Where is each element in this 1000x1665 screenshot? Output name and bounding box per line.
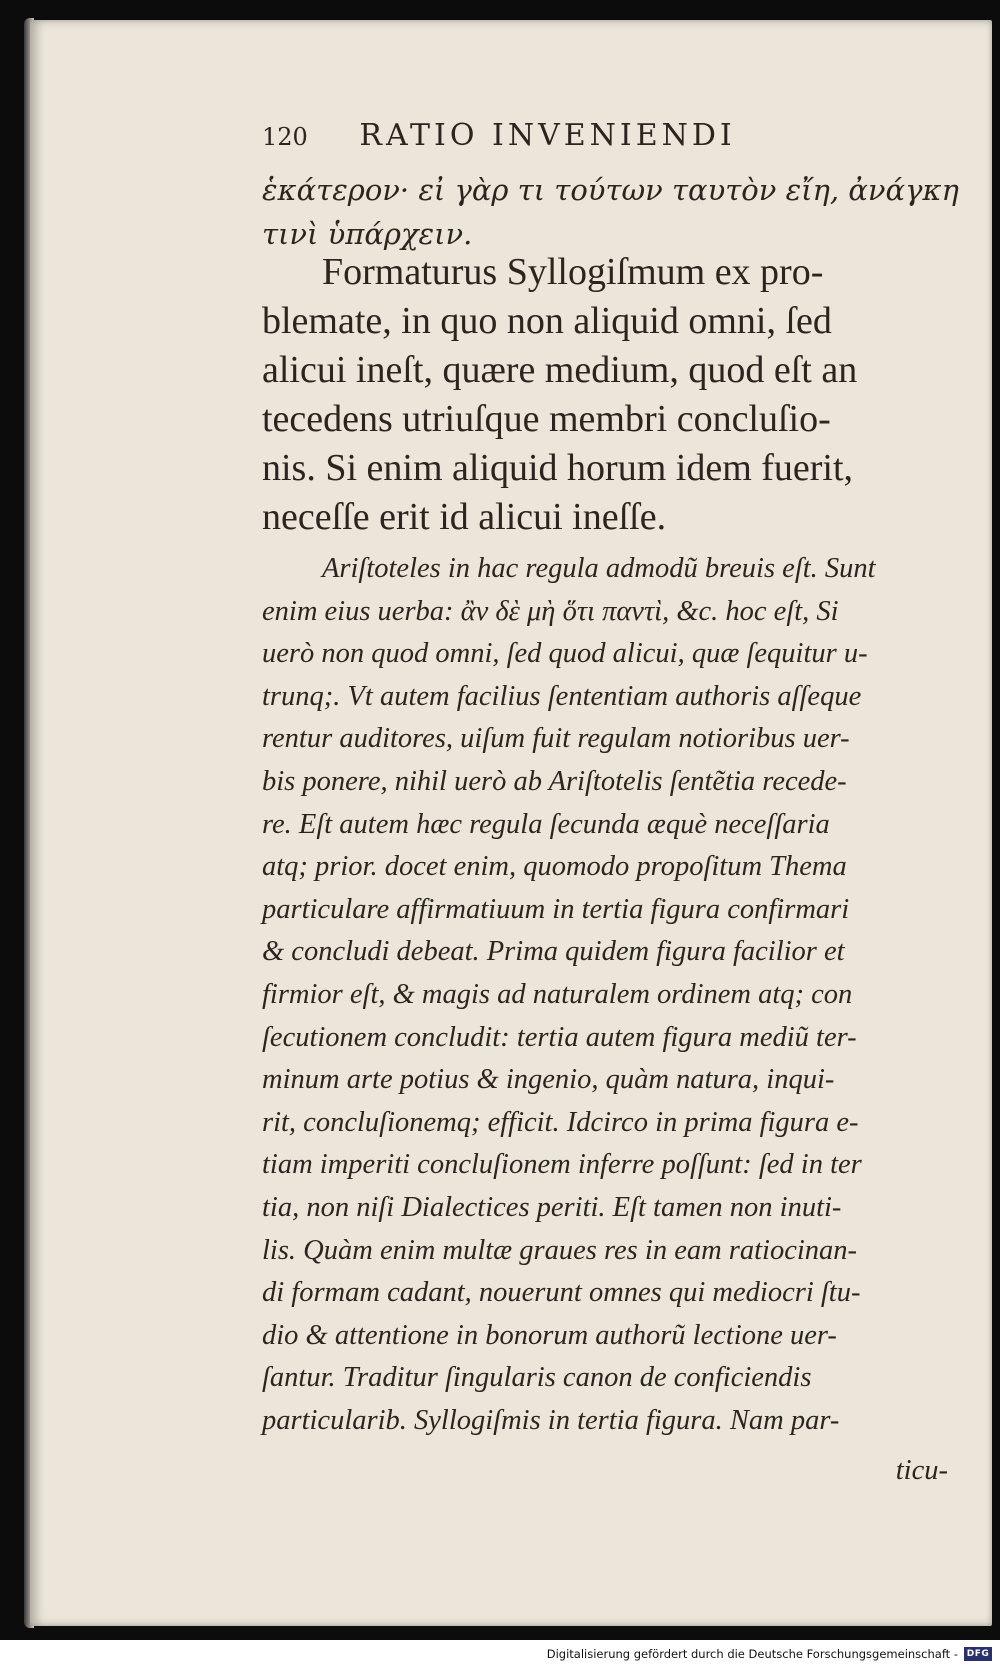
commentary-line: bis ponere, nihil uerò ab Ariſtotelis ſentẽtia recede- [262,765,847,797]
commentary-line: trunq;. Vt autem facilius ſententiam authoris aſſeque [262,680,862,712]
page-number: 120 [262,123,308,151]
rule-paragraph [262,248,962,542]
catchword: ticu- [895,1455,948,1486]
rule-line: nis. Si enim aliquid horum idem fuerit, [262,447,854,489]
commentary-line: atq; prior. docet enim, quomodo propoſitum Thema [262,851,847,883]
rule-line: Formaturus Syllogiſmum ex pro- [322,251,824,293]
commentary-line: rentur auditores, uiſum fuit regulam notioribus uer- [262,723,850,755]
commentary-line: minum arte potius & ingenio, quàm natura, inqui- [262,1064,835,1096]
rule-line: alicui ineſt, quære medium, quod eſt an [262,349,858,391]
rule-line: blemate, in quo non aliquid omni, ſed [262,300,832,342]
commentary-paragraph [262,548,962,1442]
commentary-line: lis. Quàm enim multæ graues res in eam ratiocinan- [262,1234,858,1266]
footer-credit: Digitalisierung gefördert durch die Deutsche Forschungsgemeinschaft - [546,1647,958,1661]
greek-quote [262,168,962,256]
commentary-line: uerò non quod omni, ſed quod alicui, quæ ſequitur u- [262,638,868,670]
commentary-line: firmior eſt, & magis ad naturalem ordinem atq; con [262,978,853,1010]
commentary-line: Ariſtoteles in hac regula admodũ breuis eſt. Sunt [322,553,876,584]
rule-line: tecedens utriuſque membri concluſio- [262,398,831,440]
commentary-line: & concludi debeat. Prima quidem figura facilior et [262,936,845,968]
commentary-line: di formam cadant, nouerunt omnes qui mediocri ſtu- [262,1277,861,1309]
commentary-line: ſecutionem concludit: tertia autem figura mediũ ter- [262,1021,857,1053]
commentary-line: enim eius uerba: ἂν δὲ μὴ ὅτι παντὶ, &c. hoc eſt, Si [262,595,839,627]
greek-line: ἑκάτερον· εἰ γὰρ τι τούτων ταυτὸν εἴη, ἀνάγκη [262,173,959,207]
commentary-line: tia, non niſi Dialectices periti. Eſt tamen non inuti- [262,1191,842,1223]
commentary-line: particulare affirmatiuum in tertia figura confirmari [262,893,850,925]
commentary-line: re. Eſt autem hæc regula ſecunda æquè neceſſaria [262,808,830,840]
greek-line: τινὶ ὑπάρχειν. [262,217,473,251]
commentary-line: dio & attentione in bonorum authorũ lectione uer- [262,1319,837,1351]
commentary-line: particularib. Syllogiſmis in tertia figura. Nam par- [262,1404,840,1436]
rule-line: neceſſe erit id alicui ineſſe. [262,496,667,538]
running-header [262,118,962,153]
commentary-line: rit, concluſionemq; efficit. Idcirco in prima figura e- [262,1106,859,1138]
dfg-logo: DFG [964,1647,992,1661]
digitization-footer [0,1643,1000,1665]
commentary-line: tiam imperiti concluſionem inferre poſſunt: ſed in ter [262,1149,862,1181]
commentary-line: ſantur. Traditur ſingularis canon de conficiendis [262,1362,812,1394]
running-title: RATIO INVENIENDI [359,118,736,153]
